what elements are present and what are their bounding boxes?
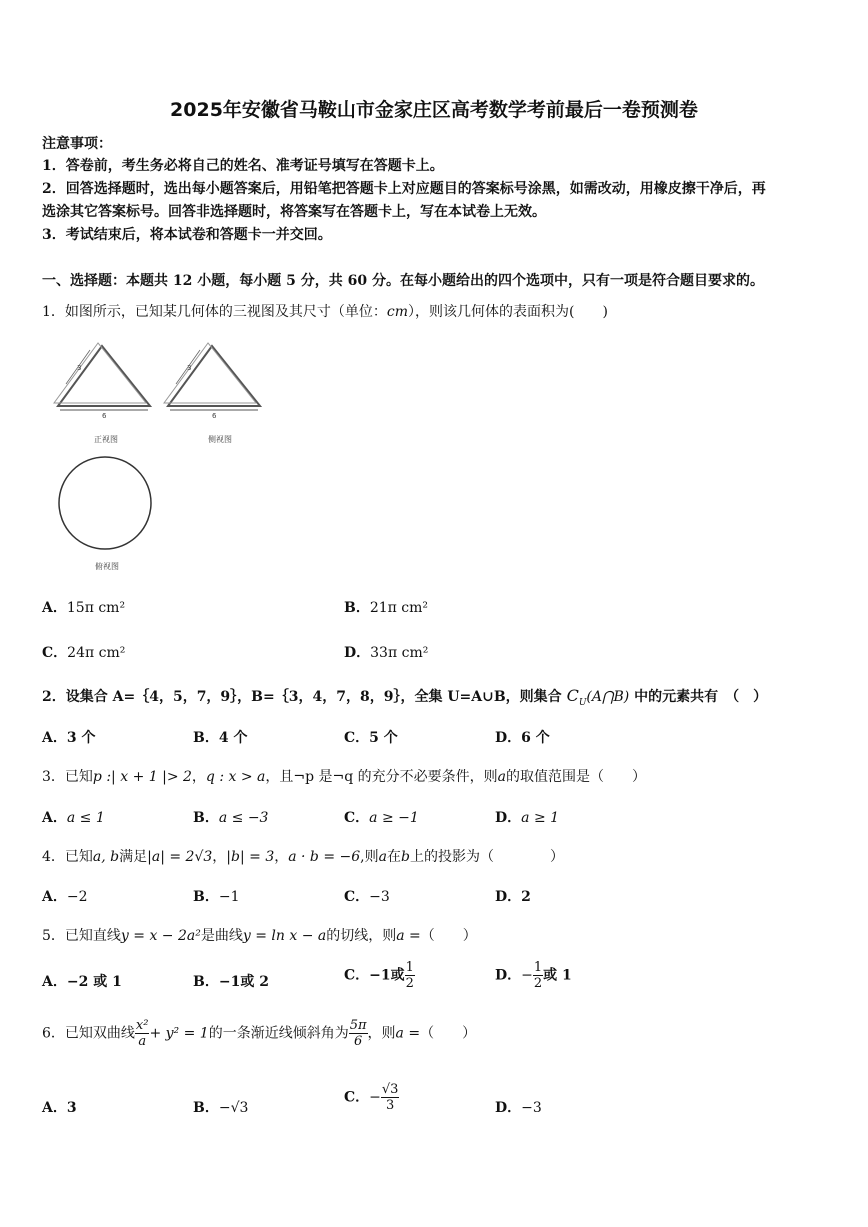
question-6: 6．已知双曲线 $\frac{\text{x²}}{a}$ + y² = 1的一条渐近线倾斜角为 $\frac{5\pi}{6}$ ，则a =（ ） xyxy=(42,1018,477,1049)
front-slant-label: 3 xyxy=(77,364,82,372)
q2-option-a[interactable]: A．3 个 xyxy=(42,730,96,746)
q4-option-b[interactable]: B．−1 xyxy=(193,889,240,905)
notice-item-1: 1．答卷前，考生务必将自己的姓名、准考证号填写在答题卡上。 xyxy=(42,158,444,174)
q3-option-d[interactable]: D．a ≥ 1 xyxy=(495,810,560,826)
q3-option-c[interactable]: C．a ≥ −1 xyxy=(344,810,419,826)
question-3: 3．已知p :| x + 1 |> 2，q : x > a，且¬p 是¬q 的充分不必要条件，则a的取值范围是（ ） xyxy=(42,769,647,785)
q5-option-c[interactable]: C．−1或 $\frac{1}{2}$ xyxy=(344,960,414,991)
front-view-caption: 正视图 xyxy=(94,435,118,444)
notice-item-2-cont: 选涂其它答案标号。回答非选择题时，将答案写在答题卡上，写在本试卷上无效。 xyxy=(42,204,546,220)
side-view-caption: 侧视图 xyxy=(208,435,232,444)
notice-item-3: 3．考试结束后，将本试卷和答题卡一并交回。 xyxy=(42,227,332,243)
question-4: 4．已知a, b满足|a| = 2√3，|b| = 3，a · b = −6,则a在b上的投影为（ ） xyxy=(42,849,564,865)
q3-option-a[interactable]: A．a ≤ 1 xyxy=(42,810,105,826)
question-1 xyxy=(42,301,608,321)
q6-option-b[interactable]: B．−√3 xyxy=(193,1100,249,1116)
q1-option-a[interactable]: A．15π cm² xyxy=(42,600,126,616)
q4-option-a[interactable]: A．−2 xyxy=(42,889,88,905)
q3-option-b[interactable]: B．a ≤ −3 xyxy=(193,810,269,826)
q6-option-a[interactable]: A．3 xyxy=(42,1100,77,1116)
q5-option-a[interactable]: A．−2 或 1 xyxy=(42,974,122,990)
side-slant-label: 3 xyxy=(187,364,192,372)
q1-unit: cm xyxy=(386,304,409,320)
q1-option-d[interactable]: D．33π cm² xyxy=(344,645,429,661)
q5-option-d[interactable]: D．− $\frac{1}{2}$ 或 1 xyxy=(495,960,572,991)
q4-option-d[interactable]: D．2 xyxy=(495,889,531,905)
question-5: 5．已知直线y = x − 2a²是曲线y = ln x − a的切线，则a =（ ） xyxy=(42,928,477,944)
top-view-caption: 俯视图 xyxy=(95,562,119,571)
question-2: 2．设集合 A=｛4，5，7，9｝，B=｛3，4，7，8，9｝，全集 U=A∪B，则集合 $C_U(A⋂B)$ 中的元素共有 （ ） xyxy=(42,686,768,708)
front-view-figure xyxy=(50,340,160,420)
notice-item-2: 2．回答选择题时，选出每小题答案后，用铅笔把答题卡上对应题目的答案标号涂黑，如需改动，用橡皮擦干净后，再 xyxy=(42,181,766,197)
q6-option-c[interactable]: C．− $\frac{√3}{3}$ xyxy=(344,1082,399,1113)
notice-heading: 注意事项： xyxy=(42,136,112,152)
page-title: 2025年安徽省马鞍山市金家庄区高考数学考前最后一卷预测卷 xyxy=(170,99,698,121)
q6-option-d[interactable]: D．−3 xyxy=(495,1100,542,1116)
side-view-figure xyxy=(160,340,270,420)
q1-stem-end: ），则该几何体的表面积为( ) xyxy=(408,304,608,320)
section-heading: 一、选择题：本题共 12 小题，每小题 5 分，共 60 分。在每小题给出的四个选项中，只有一项是符合题目要求的。 xyxy=(42,273,764,289)
q1-option-c[interactable]: C．24π cm² xyxy=(42,645,126,661)
q2-option-c[interactable]: C．5 个 xyxy=(344,730,398,746)
q4-option-c[interactable]: C．−3 xyxy=(344,889,390,905)
q2-option-b[interactable]: B．4 个 xyxy=(193,730,248,746)
q5-option-b[interactable]: B．−1或 2 xyxy=(193,974,269,990)
top-view-figure xyxy=(55,455,155,555)
q2-option-d[interactable]: D．6 个 xyxy=(495,730,550,746)
front-base-label: 6 xyxy=(102,412,107,420)
side-base-label: 6 xyxy=(212,412,217,420)
q1-option-b[interactable]: B．21π cm² xyxy=(344,600,429,616)
q1-stem: 1．如图所示，已知某几何体的三视图及其尺寸（单位： xyxy=(42,304,387,320)
